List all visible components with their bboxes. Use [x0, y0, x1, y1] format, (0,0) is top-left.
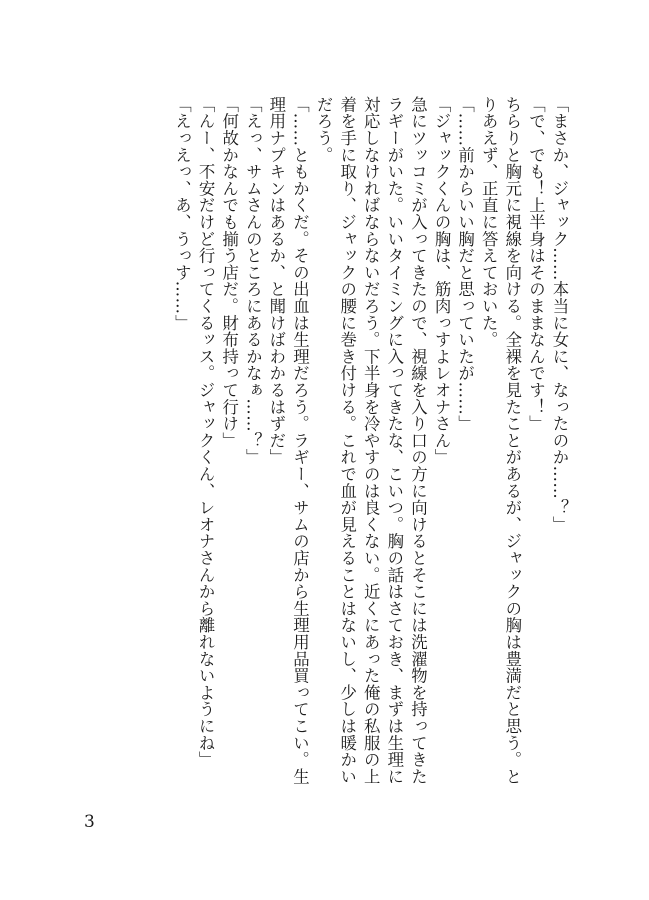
text-column: 「まさか、ジャック……本当に女に、なったのか……？」	[550, 96, 569, 533]
text-column: 理用ナプキンはあるか、と聞けばわかるはずだ」	[266, 96, 286, 466]
text-column: りあえず、正直に答えておいた。	[479, 96, 499, 348]
text-column: 「んー、不安だけど行ってくるッス。ジャックくん、レオナさんから離れないようにね」	[196, 96, 216, 768]
text-column: 急にツッコミが入ってきたので、視線を入り口の方に向けるとそこには洗濯物を持ってきた	[408, 96, 428, 785]
vertical-text-body	[170, 96, 571, 836]
text-column: 「何故かなんでも揃う店だ。財布持って行け」	[219, 96, 239, 449]
text-column: だろう。	[314, 96, 334, 164]
page-number: 3	[84, 812, 95, 832]
text-column: ラギーがいた。いいタイミングに入ってきたな、こいつ。胸の話はさておき、まずは生理に	[384, 96, 404, 785]
text-column: 「で、でも！上半身はそのままなんです！」	[526, 96, 546, 432]
text-column: 「えっ、サムさんのところにあるかなぁ……？」	[243, 96, 263, 466]
text-column: 着を手に取り、ジャックの腰に巻き付ける。これで血が見えることはないし、少しは暖かい	[337, 96, 357, 785]
text-column: 「……前からいい胸だと思っていたが……」	[455, 96, 475, 432]
text-column: 「……ともかくだ。その出血は生理だろう。ラギー、サムの店から生理用品買ってこい。生	[290, 96, 310, 785]
text-column: 「ジャックくんの胸は、筋肉っすよレオナさん」	[432, 96, 452, 466]
text-column: ちらりと胸元に視線を向ける。全裸を見たことがあるが、ジャックの胸は豊満だと思う。と	[502, 96, 522, 785]
text-column: 対応しなければならないだろう。下半身を冷やすのは良くない。近くにあった俺の私服の上	[361, 96, 381, 785]
text-column: 「えっえっ、あ、うっす……」	[172, 96, 192, 332]
